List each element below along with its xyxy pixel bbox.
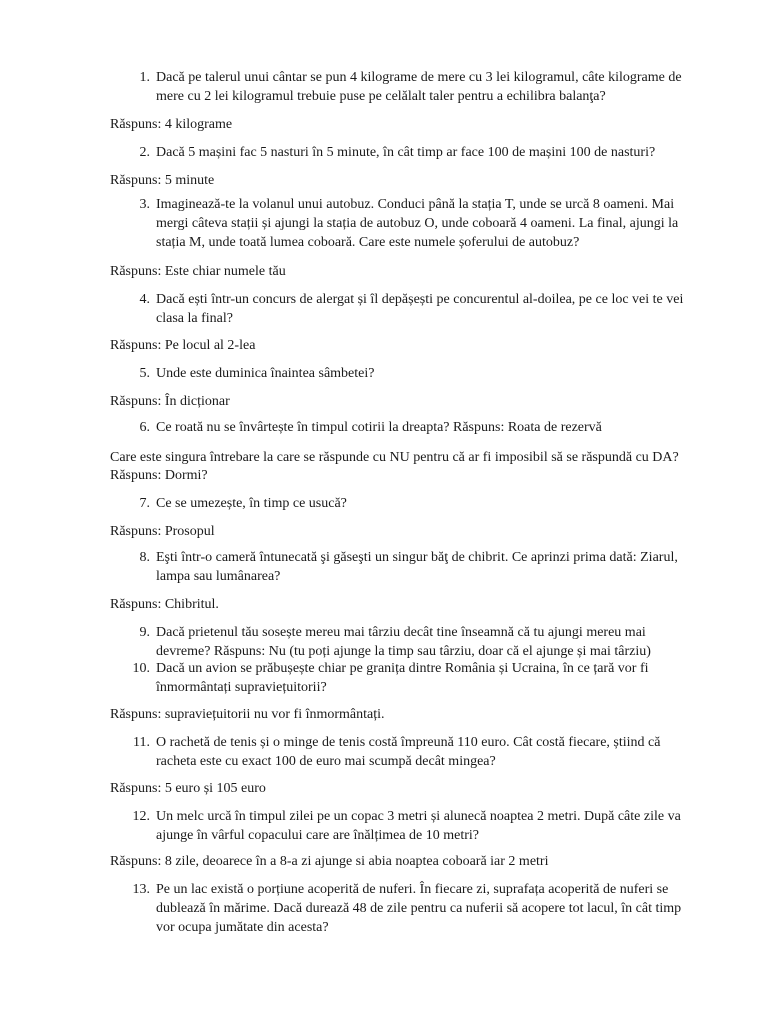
question-text: Ce se umezește, în timp ce usucă?	[156, 496, 347, 511]
question-number: 12.	[132, 809, 150, 824]
question-text: Unde este duminica înaintea sâmbetei?	[156, 366, 375, 381]
answer-2: Răspuns: 5 minute	[110, 173, 215, 188]
extra-answer: Răspuns: Dormi?	[110, 468, 208, 483]
question-text: O rachetă de tenis și o minge de tenis costă împreună 110 euro. Cât costă fiecare, știind că racheta este cu exact 100 de euro mai scumpă decât mingea?	[156, 735, 661, 769]
question-7	[139, 494, 696, 513]
question-number: 8.	[139, 550, 150, 565]
question-text: Dacă 5 mașini fac 5 nasturi în 5 minute, în cât timp ar face 100 de mașini 100 de nasturi?	[156, 145, 656, 160]
question-text: Eşti într-o cameră întunecată şi găseşti un singur băţ de chibrit. Ce aprinzi prima dată: Ziarul, lampa sau lumânarea?	[156, 550, 678, 584]
answer-10: Răspuns: supraviețuitorii nu vor fi înmormântați.	[110, 707, 385, 722]
question-text: Dacă ești într-un concurs de alergat și îl depășești pe concurentul al-doilea, pe ce loc vei te vei clasa la final?	[156, 292, 684, 326]
question-number: 2.	[139, 145, 150, 160]
answer-5: Răspuns: În dicționar	[110, 394, 230, 409]
question-9	[139, 623, 696, 661]
question-text: Pe un lac există o porțiune acoperită de nuferi. În fiecare zi, suprafața acoperită de nuferi se dublează în mărime. Dacă durează 48 de zile pentru ca nuferii să acopere tot lacul, în cât timp vor ocupa jumătate din acesta?	[156, 882, 682, 935]
answer-4: Răspuns: Pe locul al 2-lea	[110, 338, 256, 353]
question-number: 11.	[133, 735, 150, 750]
question-10	[132, 659, 696, 697]
question-number: 9.	[139, 625, 150, 640]
question-11	[133, 733, 696, 771]
question-text: Imaginează-te la volanul unui autobuz. Conduci până la stația T, unde se urcă 8 oameni. Mai mergi câteva stații și ajungi la stația de autobuz O, unde coboară 4 oameni. La final, ajungi la stația M, unde toată lumea coboară. Care este numele șoferului de autobuz?	[156, 197, 679, 250]
question-number: 13.	[132, 882, 150, 897]
question-12	[132, 807, 696, 845]
question-number: 3.	[139, 197, 150, 212]
question-5	[139, 364, 696, 383]
answer-8: Răspuns: Chibritul.	[110, 597, 219, 612]
question-text: Dacă prietenul tău sosește mereu mai târziu decât tine înseamnă că tu ajungi mereu mai devreme? Răspuns: Nu (tu poți ajunge la timp sau târziu, doar că el ajunge și mai târziu)	[156, 625, 651, 659]
answer-12: Răspuns: 8 zile, deoarece în a 8-a zi ajunge si abia noaptea coboară iar 2 metri	[110, 854, 549, 869]
question-6	[139, 418, 696, 437]
answer-7: Răspuns: Prosopul	[110, 524, 215, 539]
answer-1: Răspuns: 4 kilograme	[110, 117, 233, 132]
question-text: Un melc urcă în timpul zilei pe un copac 3 metri și alunecă noaptea 2 metri. După câte zile va ajunge în vârful copacului care are înălțimea de 10 metri?	[156, 809, 681, 843]
question-number: 1.	[139, 70, 150, 85]
question-1	[139, 68, 696, 106]
question-number: 5.	[139, 366, 150, 381]
answer-3: Răspuns: Este chiar numele tău	[110, 264, 286, 279]
question-2	[139, 143, 696, 162]
extra-question: Care este singura întrebare la care se răspunde cu NU pentru că ar fi imposibil să se răspundă cu DA?	[110, 450, 679, 465]
question-text: Ce roată nu se învârtește în timpul cotirii la dreapta? Răspuns: Roata de rezervă	[156, 420, 602, 435]
question-text: Dacă un avion se prăbușește chiar pe granița dintre România și Ucraina, în ce țară vor fi înmormântați supraviețuitorii?	[156, 661, 649, 695]
question-number: 7.	[139, 496, 150, 511]
question-text: Dacă pe talerul unui cântar se pun 4 kilograme de mere cu 3 lei kilogramul, câte kilograme de mere cu 2 lei kilogramul trebuie puse pe celălalt taler pentru a echilibra balanţa?	[156, 70, 682, 104]
question-number: 6.	[139, 420, 150, 435]
question-number: 4.	[139, 292, 150, 307]
question-13	[132, 880, 696, 937]
question-number: 10.	[132, 661, 150, 676]
question-3	[139, 195, 696, 252]
question-4	[139, 290, 696, 328]
question-8	[139, 548, 696, 586]
answer-11: Răspuns: 5 euro și 105 euro	[110, 781, 266, 796]
